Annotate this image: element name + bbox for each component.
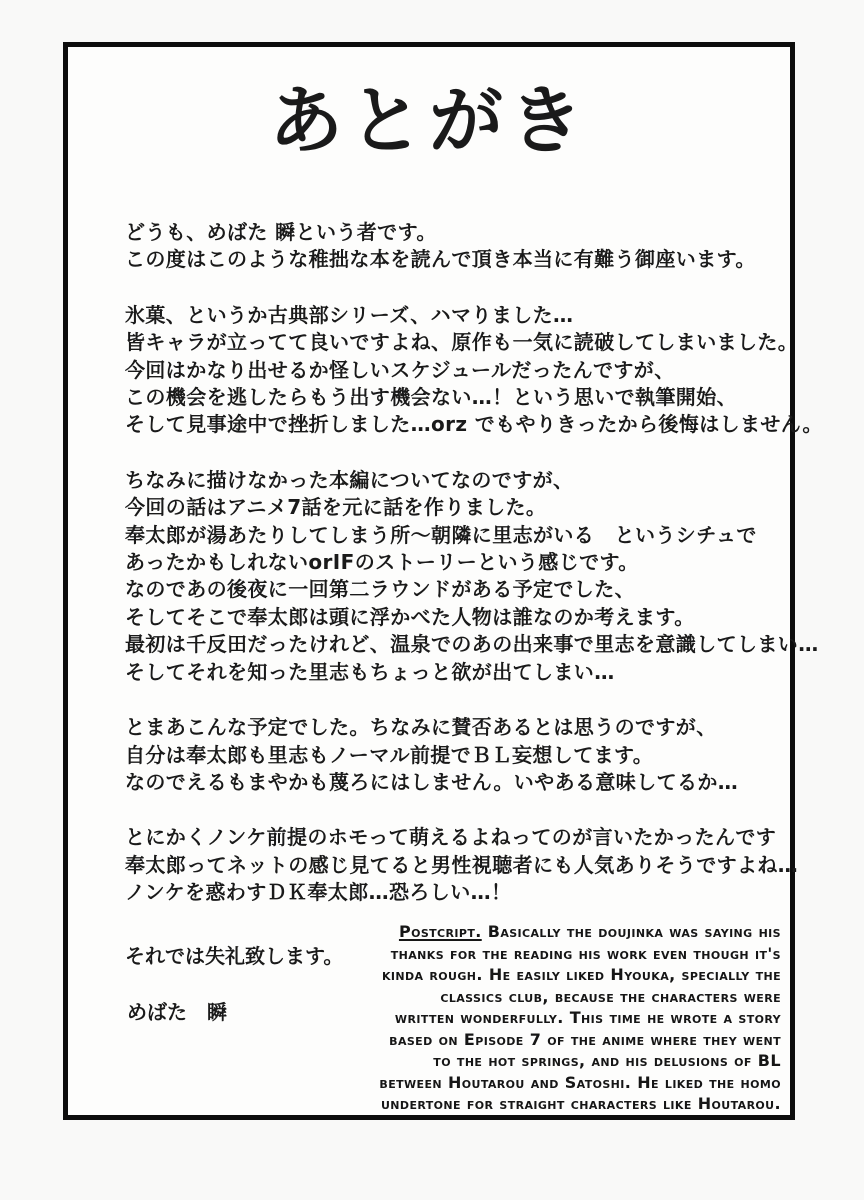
text-line: 自分は奉太郎も里志もノーマル前提でＢＬ妄想してます。 xyxy=(125,742,654,767)
text-line: 今回の話はアニメ7話を元に話を作りました。 xyxy=(125,495,547,520)
text-line: そしてそこで奉太郎は頭に浮かべた人物は誰なのか考えます。 xyxy=(125,604,695,629)
text-line: 奉太郎が湯あたりしてしまう所～朝隣に里志がいる というシチュで xyxy=(125,522,757,547)
text-line: 氷菓、というか古典部シリーズ、ハマりました… xyxy=(125,302,574,327)
postscript-heading: Postcript. xyxy=(398,922,482,941)
text-line: なのであの後夜に一回第二ラウンドがある予定でした、 xyxy=(125,577,635,602)
text-line: とにかくノンケ前提のホモって萌えるよねってのが言いたかったんです xyxy=(125,825,777,850)
paragraph-hyouka xyxy=(125,302,823,439)
text-line: そして見事途中で挫折しました…orz でもやりきったから後悔はしません。 xyxy=(125,412,823,437)
postscript-line-text: Basically the doujinka was saying his xyxy=(487,922,781,941)
text-line: この度はこのような稚拙な本を読んで頂き本当に有難う御座います。 xyxy=(125,247,756,272)
paragraph-nonke xyxy=(125,824,799,906)
afterword-body xyxy=(125,219,823,935)
text-line: ちなみに描けなかった本編についてなのですが、 xyxy=(125,467,574,492)
translator-postscript xyxy=(319,921,781,1115)
text-line: 今回はかなり出せるか怪しいスケジュールだったんですが、 xyxy=(125,357,675,382)
postscript-line: classics club, because the characters were xyxy=(440,986,781,1006)
paragraph-bl-thoughts xyxy=(125,714,770,796)
paragraph-story-plan xyxy=(125,467,819,686)
postscript-line: undertone for straight characters like Houtarou. xyxy=(380,1094,781,1113)
postscript-line: written wonderfully. This time he wrote a story xyxy=(394,1008,781,1027)
postscript-line: kinda rough. He easily liked Hyouka, specially the xyxy=(381,965,781,984)
postscript-line: thanks for the reading his work even though it's xyxy=(390,943,781,963)
text-line: 皆キャラが立ってて良いですよね、原作も一気に読破してしまいました。 xyxy=(125,330,799,355)
postscript-line xyxy=(319,921,781,943)
text-line: この機会を逃したらもう出す機会ない…！という思いで執筆開始、 xyxy=(125,385,737,410)
text-line: どうも、めばた 瞬という者です。 xyxy=(125,220,437,244)
text-line: 奉太郎ってネットの感じ見てると男性視聴者にも人気ありそうですよね… xyxy=(125,852,799,877)
text-line: そしてそれを知った里志もちょっと欲が出てしまい… xyxy=(125,659,615,684)
postscript-line: to the hot springs, and his delusions of BL xyxy=(433,1051,781,1070)
page-frame xyxy=(63,42,823,1120)
text-line: とまあこんな予定でした。ちなみに賛否あるとは思うのですが、 xyxy=(125,715,717,740)
paragraph-greeting xyxy=(125,219,770,274)
page-title: あとがき xyxy=(269,78,589,164)
postscript-line: between Houtarou and Satoshi. He liked the homo xyxy=(379,1072,781,1092)
postscript-line: based on Episode 7 of the anime where they went xyxy=(389,1029,781,1049)
author-signature: めばた 瞬 xyxy=(127,1000,227,1024)
text-line: あったかもしれないorIFのストーリーという感じです。 xyxy=(125,550,639,575)
text-line: 最初は千反田だったけれど、温泉でのあの出来事で里志を意識してしまい… xyxy=(125,632,819,657)
farewell-line: それでは失礼致します。 xyxy=(125,944,344,968)
text-line: なのでえるもまやかも蔑ろにはしません。いやある意味してるか… xyxy=(125,769,739,794)
text-line: ノンケを惑わすＤＫ奉太郎…恐ろしい…！ xyxy=(125,880,512,905)
